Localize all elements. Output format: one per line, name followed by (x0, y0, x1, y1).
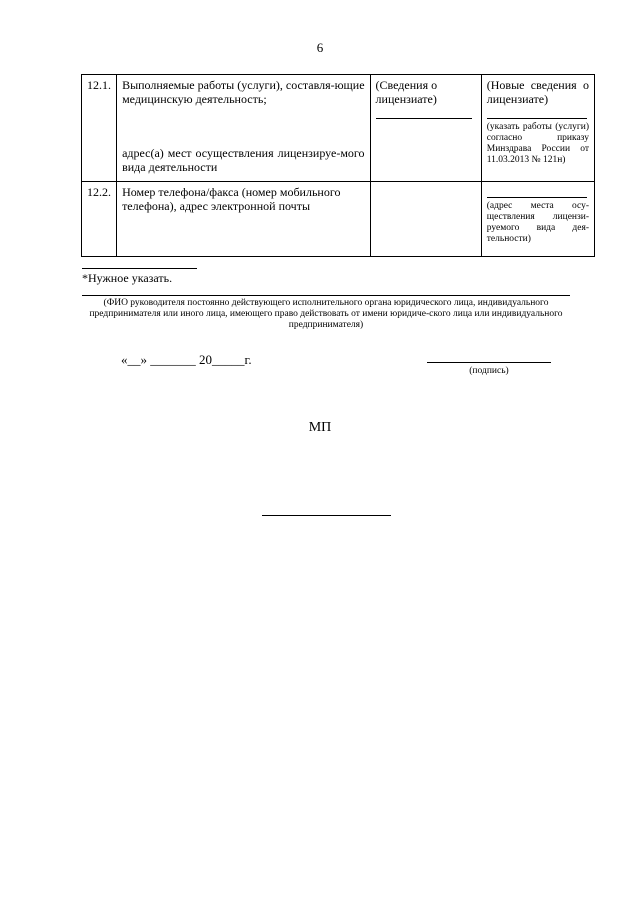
row-description (117, 75, 370, 182)
new-info-fill-line (487, 106, 587, 119)
new-info-cell (481, 182, 594, 257)
date-line: «__» _______ 20_____г. (121, 352, 252, 367)
description-main: Номер телефона/факса (номер мобильного телефона), адрес электронной почты (122, 185, 341, 213)
new-info-note: (адрес места осу-ществления лицензи-руемого вида дея-тельности) (486, 201, 589, 244)
signature-line (427, 362, 551, 363)
license-info-table (81, 74, 595, 257)
row-number: 12.2. (82, 182, 117, 257)
current-info-cell (370, 182, 481, 257)
current-info-label: (Сведения о лицензиате) (375, 78, 438, 106)
seal-label: МП (308, 420, 332, 435)
current-info-fill-line (376, 106, 472, 119)
description-main: Выполняемые работы (услуги), составля-ющие медицинскую деятельность; (122, 78, 365, 106)
signature-caption: (подпись) (469, 366, 509, 376)
table-row (82, 75, 595, 182)
new-info-fill-line (487, 185, 587, 198)
current-info-cell (370, 75, 481, 182)
row-number: 12.1. (82, 75, 117, 182)
new-info-note: (указать работы (услуги) согласно приказу Минздрава России от 11.03.2013 № 121н) (486, 122, 589, 165)
bottom-line (262, 515, 391, 516)
description-sub: адрес(а) мест осуществления лицензируе-мого вида деятельности (122, 146, 365, 174)
signatory-caption: (ФИО руководителя постоянно действующего исполнительного органа юридического лица, индивидуального предпринимателя или иного лица, имеющего право действовать от имени юридиче-ского лица или индивидуального предпринимателя) (89, 298, 563, 330)
footnote-divider (82, 268, 197, 269)
footnote: *Нужное указать. (82, 271, 173, 285)
signatory-name-line (82, 295, 570, 296)
table-row (82, 182, 595, 257)
new-info-cell (481, 75, 594, 182)
new-info-label: (Новые сведения о лицензиате) (486, 78, 589, 106)
row-description (117, 182, 370, 257)
page-number: 6 (316, 40, 324, 55)
